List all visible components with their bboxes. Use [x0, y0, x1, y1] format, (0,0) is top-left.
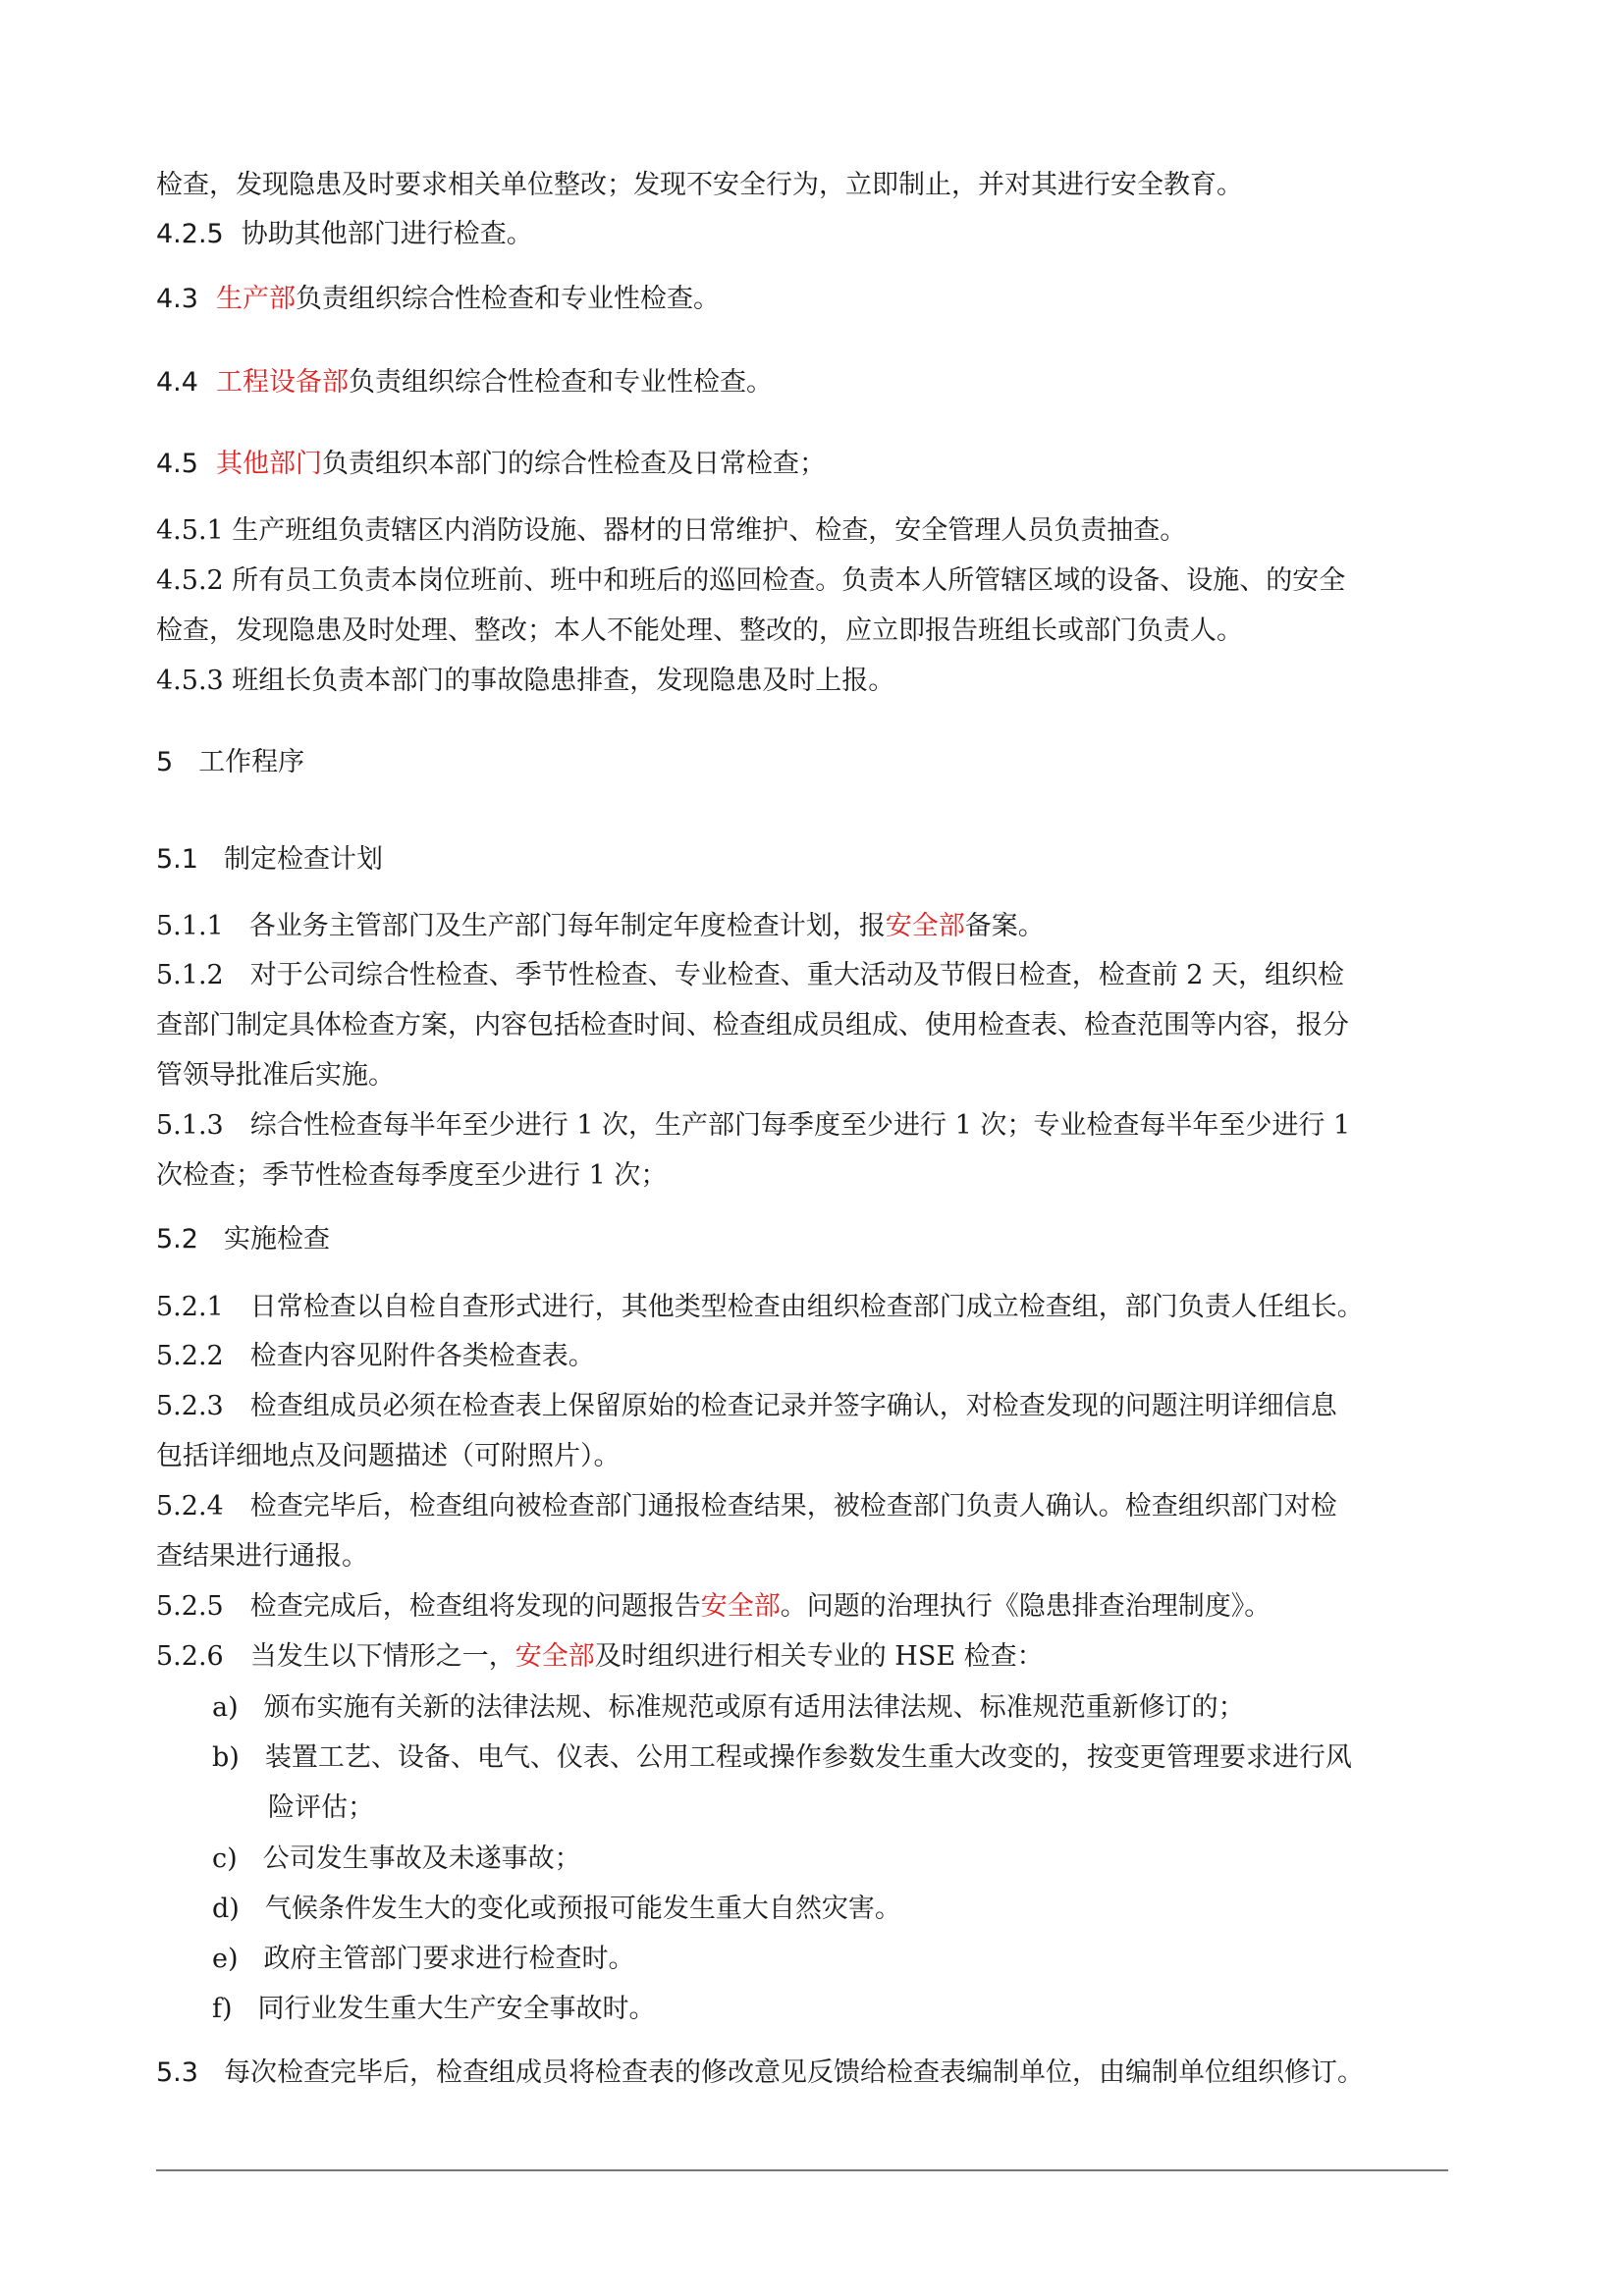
list-item [212, 1740, 1352, 1776]
paragraph-line: 检查，发现隐患及时要求相关单位整改；发现不安全行为，立即制止，并对其进行安全教育。 [156, 170, 1243, 200]
paragraph-line: 次检查；季节性检查每季度至少进行 1 次； [156, 1160, 668, 1191]
paragraph-line: 管领导批准后实施。 [156, 1060, 395, 1091]
list-marker: b) [212, 1742, 240, 1773]
clause-text: 。问题的治理执行《隐患排查治理制度》。 [780, 1591, 1271, 1622]
clause-4-5-2: 4.5.2 所有员工负责本岗位班前、班中和班后的巡回检查。负责本人所管辖区域的设备、设施、的安全 [156, 565, 1346, 596]
clause-5-1-3: 5.1.3 综合性检查每半年至少进行 1 次，生产部门每季度至少进行 1 次；专业检查每半年至少进行 1 [156, 1110, 1351, 1141]
list-text: 装置工艺、设备、电气、仪表、公用工程或操作参数发生重大改变的，按变更管理要求进行风 [264, 1742, 1352, 1773]
clause-text: 及时组织进行相关专业的 HSE 检查： [594, 1641, 1044, 1672]
clause-4-2-5 [156, 217, 533, 252]
list-marker: c) [212, 1843, 238, 1874]
heading-number: 5 [156, 747, 174, 777]
clause-4-5 [156, 447, 826, 482]
clause-text: 协助其他部门进行检查。 [241, 219, 533, 249]
list-item [212, 1842, 581, 1877]
clause-5-1-1 [156, 909, 1045, 944]
heading-title: 实施检查 [223, 1224, 330, 1255]
paragraph-line: 检查，发现隐患及时处理、整改；本人不能处理、整改的，应立即报告班组长或部门负责人。 [156, 615, 1243, 646]
clause-number: 5.1.1 [156, 911, 224, 941]
section-heading-5-2 [156, 1222, 330, 1257]
clause-text: 负责组织综合性检查和专业性检查。 [348, 367, 773, 398]
list-item [212, 1992, 656, 2027]
highlighted-department: 工程设备部 [215, 367, 349, 398]
highlighted-department: 安全部 [885, 911, 965, 941]
clause-number: 4.3 [156, 284, 198, 314]
footer-divider [156, 2169, 1448, 2171]
list-marker: f) [212, 1994, 233, 2024]
section-heading-5-1 [156, 842, 383, 878]
clause-text: 负责组织本部门的综合性检查及日常检查； [321, 449, 826, 479]
clause-text: 每次检查完毕后，检查组成员将检查表的修改意见反馈给检查表编制单位，由编制单位组织修订。 [223, 2057, 1364, 2088]
heading-number: 5.1 [156, 844, 198, 875]
list-text: 同行业发生重大生产安全事故时。 [257, 1994, 656, 2024]
list-text: 气候条件发生大的变化或预报可能发生重大自然灾害。 [264, 1894, 901, 1924]
clause-number: 5.3 [156, 2057, 198, 2088]
list-text: 政府主管部门要求进行检查时。 [263, 1944, 635, 1974]
clause-text: 负责组织综合性检查和专业性检查。 [295, 284, 720, 314]
list-item [212, 1942, 635, 1977]
clause-text: 5.2.5 检查完成后，检查组将发现的问题报告 [156, 1591, 701, 1622]
clause-4-4 [156, 365, 773, 400]
list-text: 险评估； [268, 1792, 374, 1823]
paragraph-line: 查部门制定具体检查方案，内容包括检查时间、检查组成员组成、使用检查表、检查范围等内容，报分 [156, 1010, 1349, 1041]
paragraph-line: 包括详细地点及问题描述（可附照片）。 [156, 1441, 621, 1471]
clause-number: 4.2.5 [156, 219, 224, 249]
highlighted-department: 生产部 [215, 284, 296, 314]
clause-4-5-1: 4.5.1 生产班组负责辖区内消防设施、器材的日常维护、检查，安全管理人员负责抽查。 [156, 515, 1187, 546]
list-text: 颁布实施有关新的法律法规、标准规范或原有适用法律法规、标准规范重新修订的； [263, 1692, 1245, 1723]
list-item [212, 1690, 1245, 1726]
list-marker: d) [212, 1894, 240, 1924]
clause-number: 4.4 [156, 367, 198, 398]
highlighted-department: 安全部 [700, 1591, 781, 1622]
paragraph-line: 查结果进行通报。 [156, 1541, 368, 1572]
list-marker: e) [212, 1944, 239, 1974]
clause-4-3 [156, 282, 720, 317]
clause-5-2-3: 5.2.3 检查组成员必须在检查表上保留原始的检查记录并签字确认，对检查发现的问题注明详细信息 [156, 1391, 1337, 1421]
highlighted-department: 安全部 [514, 1641, 595, 1672]
clause-text: 备案。 [964, 911, 1045, 941]
heading-title: 制定检查计划 [223, 844, 383, 875]
clause-5-2-5 [156, 1589, 1271, 1625]
clause-5-2-1: 5.2.1 日常检查以自检自查形式进行，其他类型检查由组织检查部门成立检查组，部门负责人任组长。 [156, 1292, 1364, 1322]
clause-5-2-6 [156, 1639, 1044, 1675]
section-heading-5 [156, 745, 304, 780]
list-text: 公司发生事故及未遂事故； [262, 1843, 581, 1874]
clause-4-5-3: 4.5.3 班组长负责本部门的事故隐患排查，发现隐患及时上报。 [156, 666, 895, 696]
highlighted-department: 其他部门 [215, 449, 322, 479]
heading-title: 工作程序 [198, 747, 305, 777]
clause-number: 4.5 [156, 449, 198, 479]
heading-number: 5.2 [156, 1224, 198, 1255]
clause-text: 5.2.6 当发生以下情形之一， [156, 1641, 515, 1672]
clause-5-2-4: 5.2.4 检查完毕后，检查组向被检查部门通报检查结果，被检查部门负责人确认。检查组织部门对检 [156, 1491, 1337, 1522]
clause-5-2-2: 5.2.2 检查内容见附件各类检查表。 [156, 1341, 595, 1371]
list-item-continuation [268, 1790, 374, 1826]
clause-5-1-2: 5.1.2 对于公司综合性检查、季节性检查、专业检查、重大活动及节假日检查，检查前 2 天，组织检 [156, 960, 1345, 990]
list-marker: a) [212, 1692, 239, 1723]
list-item [212, 1892, 901, 1927]
clause-5-3 [156, 2056, 1364, 2091]
clause-text: 各业务主管部门及生产部门每年制定年度检查计划，报 [248, 911, 886, 941]
